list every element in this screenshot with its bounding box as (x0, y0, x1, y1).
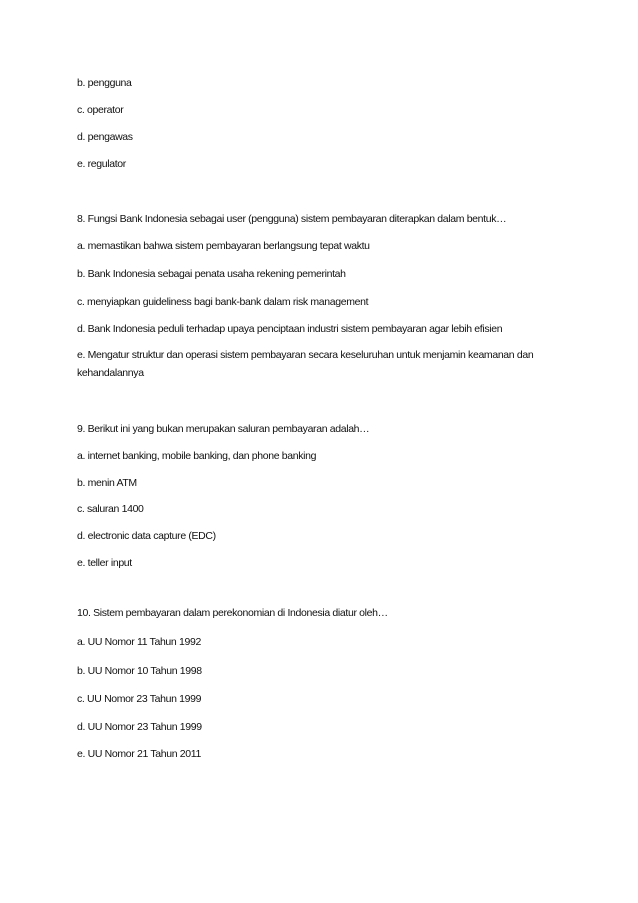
option-b-q7: b. pengguna (77, 77, 132, 89)
option-d-q7: d. pengawas (77, 131, 133, 143)
option-a-q9: a. internet banking, mobile banking, dan phone banking (77, 450, 317, 462)
option-c-q7: c. operator (77, 104, 124, 116)
option-e-q7: e. regulator (77, 158, 126, 170)
option-a-q8: a. memastikan bahwa sistem pembayaran berlangsung tepat waktu (77, 240, 370, 252)
option-b-q10: b. UU Nomor 10 Tahun 1998 (77, 665, 202, 677)
question-8: 8. Fungsi Bank Indonesia sebagai user (pengguna) sistem pembayaran diterapkan dalam bentuk… (77, 213, 507, 225)
option-e-q9: e. teller input (77, 557, 132, 569)
option-c-q8: c. menyiapkan guideliness bagi bank-bank dalam risk management (77, 296, 369, 308)
question-9: 9. Berikut ini yang bukan merupakan saluran pembayaran adalah… (77, 423, 370, 435)
option-c-q10: c. UU Nomor 23 Tahun 1999 (77, 693, 202, 705)
option-e-q10: e. UU Nomor 21 Tahun 2011 (77, 748, 201, 760)
option-a-q10: a. UU Nomor 11 Tahun 1992 (77, 636, 201, 648)
option-c-q9: c. saluran 1400 (77, 503, 144, 515)
option-b-q8: b. Bank Indonesia sebagai penata usaha rekening pemerintah (77, 268, 346, 280)
option-b-q9: b. menin ATM (77, 477, 137, 489)
question-10: 10. Sistem pembayaran dalam perekonomian di Indonesia diatur oleh… (77, 607, 388, 619)
option-e-q8: e. Mengatur struktur dan operasi sistem pembayaran secara keseluruhan untuk menjamin keamanan dan kehandalannya (77, 349, 534, 379)
option-d-q10: d. UU Nomor 23 Tahun 1999 (77, 721, 202, 733)
option-d-q8: d. Bank Indonesia peduli terhadap upaya penciptaan industri sistem pembayaran agar lebih efisien (77, 323, 503, 335)
option-d-q9: d. electronic data capture (EDC) (77, 530, 216, 542)
